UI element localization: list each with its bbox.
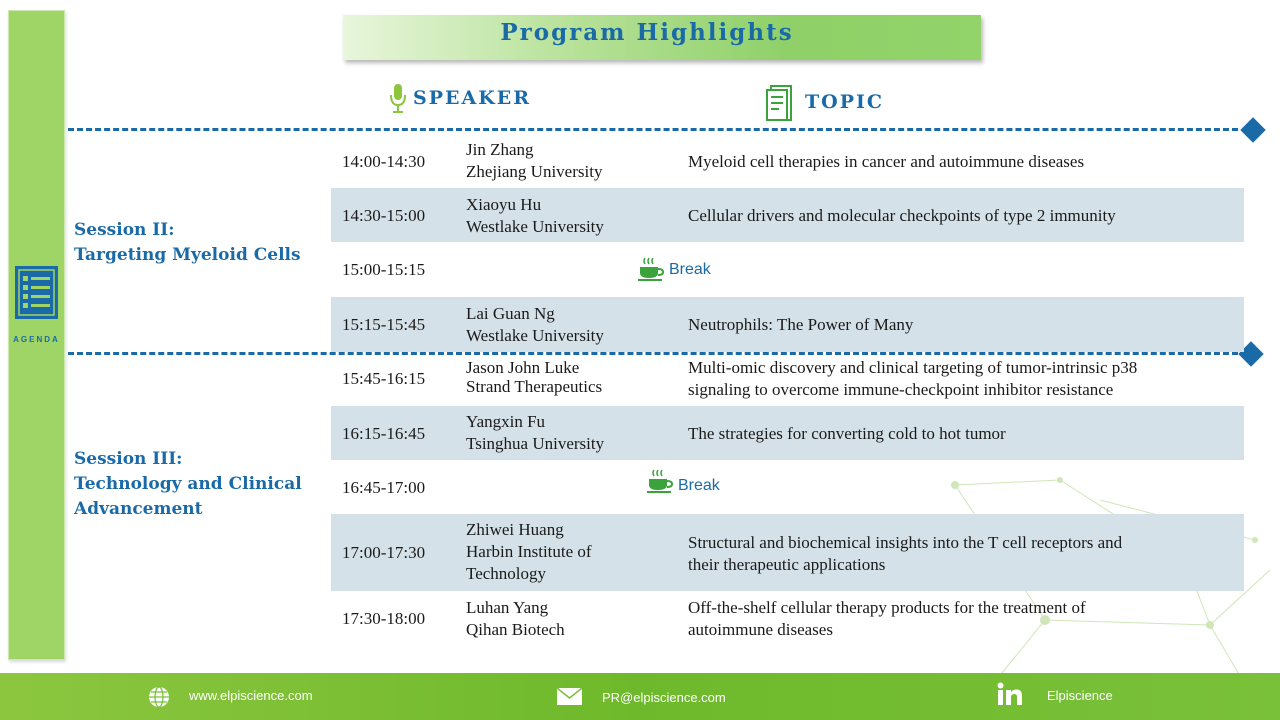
schedule-row (331, 591, 1244, 646)
speaker-org: Tsinghua University (466, 434, 605, 453)
session-2-number: Session II: (74, 220, 175, 240)
break-text: Break (678, 477, 720, 494)
coffee-cup-icon (638, 257, 665, 283)
speaker-name: Jin Zhang (466, 140, 534, 159)
break-label (638, 257, 711, 283)
speaker-org: Qihan Biotech (466, 620, 565, 639)
footer-website-link[interactable]: www.elpiscience.com (189, 688, 313, 703)
topic-column-header: TOPIC (805, 91, 884, 113)
break-row (331, 242, 1244, 297)
row-time: 15:45-16:15 (342, 369, 426, 388)
row-time: 16:45-17:00 (342, 478, 426, 497)
session-2-title: Targeting Myeloid Cells (74, 245, 301, 265)
speaker-org: Strand Therapeutics (466, 377, 603, 396)
row-time: 17:00-17:30 (342, 543, 426, 562)
page-title: Program Highlights (500, 19, 794, 46)
schedule-row (331, 514, 1244, 591)
session-divider (68, 128, 1238, 131)
speaker-org-line2: Technology (466, 564, 547, 583)
schedule-row (331, 406, 1244, 460)
topic-text-line2: their therapeutic applications (688, 555, 886, 574)
speaker-name: Zhiwei Huang (466, 520, 564, 539)
speaker-org: Westlake University (466, 217, 604, 236)
session-3-title-cont: Advancement (74, 499, 203, 519)
mail-icon (557, 688, 582, 705)
speaker-org: Zhejiang University (466, 162, 603, 181)
session-3-label (74, 447, 302, 522)
topic-text: Off-the-shelf cellular therapy products for the treatment of (688, 598, 1086, 617)
row-time: 15:00-15:15 (342, 260, 426, 279)
footer-linkedin-link[interactable]: Elpiscience (1047, 688, 1113, 703)
speaker-name: Lai Guan Ng (466, 304, 555, 323)
session-divider (68, 352, 1238, 355)
agenda-list-icon (14, 265, 59, 320)
speaker-org: Harbin Institute of (466, 542, 592, 561)
topic-text-line2: autoimmune diseases (688, 620, 833, 639)
session-2-label (74, 218, 301, 268)
row-time: 17:30-18:00 (342, 609, 426, 628)
row-time: 14:30-15:00 (342, 206, 426, 225)
coffee-cup-icon (647, 469, 674, 495)
topic-text: Structural and biochemical insights into the T cell receptors and (688, 533, 1123, 552)
microphone-icon (389, 83, 407, 115)
footer-email-link[interactable]: PR@elpiscience.com (602, 690, 726, 705)
speaker-name: Yangxin Fu (466, 412, 546, 431)
linkedin-icon (997, 682, 1023, 706)
session-3-number: Session III: (74, 449, 183, 469)
speaker-name: Luhan Yang (466, 598, 549, 617)
speaker-name: Jason John Luke (466, 358, 580, 377)
schedule-row (331, 188, 1244, 242)
document-icon (765, 84, 793, 122)
topic-text: Neutrophils: The Power of Many (688, 315, 914, 334)
speaker-org: Westlake University (466, 326, 604, 345)
divider-diamond (1240, 117, 1265, 142)
globe-icon (148, 686, 170, 708)
topic-text: Cellular drivers and molecular checkpoints of type 2 immunity (688, 206, 1116, 225)
schedule-row (331, 135, 1244, 188)
topic-text-line2: signaling to overcome immune-checkpoint inhibitor resistance (688, 380, 1114, 399)
speaker-column-header: SPEAKER (413, 87, 532, 109)
schedule-row (331, 356, 1244, 406)
break-row (331, 460, 1244, 514)
speaker-name: Xiaoyu Hu (466, 195, 542, 214)
schedule-row (331, 297, 1244, 352)
break-text: Break (669, 261, 711, 278)
topic-text: The strategies for converting cold to hot tumor (688, 424, 1006, 443)
topic-text: Myeloid cell therapies in cancer and autoimmune diseases (688, 152, 1085, 171)
break-label (647, 469, 720, 495)
agenda-label: AGENDA (13, 335, 60, 344)
session-3-title: Technology and Clinical (74, 474, 302, 494)
row-time: 16:15-16:45 (342, 424, 426, 443)
row-time: 14:00-14:30 (342, 152, 426, 171)
row-time: 15:15-15:45 (342, 315, 426, 334)
topic-text: Multi-omic discovery and clinical targeting of tumor-intrinsic p38 (688, 358, 1138, 377)
